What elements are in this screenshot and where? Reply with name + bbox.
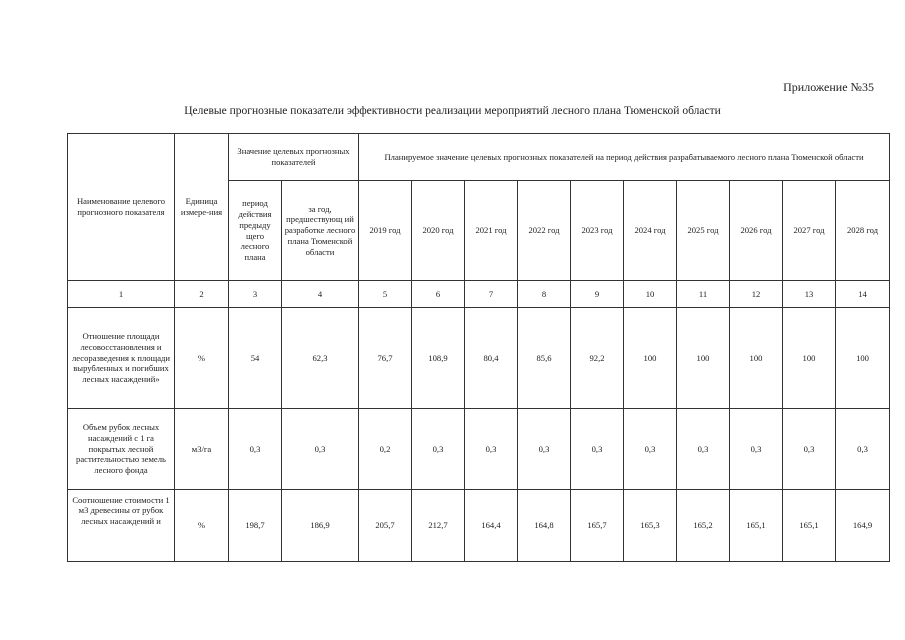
value-cell: 0,3	[836, 409, 890, 490]
value-cell: 0,3	[412, 409, 465, 490]
column-number: 10	[624, 281, 677, 308]
value-cell: 54	[229, 308, 282, 409]
value-cell: 164,9	[836, 490, 890, 562]
header-year: 2027 год	[783, 181, 836, 281]
value-cell: 0,3	[282, 409, 359, 490]
indicator-name-cell	[68, 490, 175, 562]
column-number: 4	[282, 281, 359, 308]
header-year: 2019 год	[359, 181, 412, 281]
column-number: 6	[412, 281, 465, 308]
value-cell: 164,4	[465, 490, 518, 562]
value-cell: 85,6	[518, 308, 571, 409]
header-planned-values: Планируемое значение целевых прогнозных показателей на период действия разрабатываемого лесного плана Тюменской области	[359, 134, 890, 181]
value-cell: 165,3	[624, 490, 677, 562]
indicator-name-text: Соотношение стоимости 1 м3 древесины от рубок лесных насаждений и	[72, 494, 170, 526]
value-cell: 212,7	[412, 490, 465, 562]
value-cell: 198,7	[229, 490, 282, 562]
value-cell: 164,8	[518, 490, 571, 562]
column-number: 1	[68, 281, 175, 308]
header-target-values: Значение целевых прогнозных показателей	[229, 134, 359, 181]
value-cell: 100	[624, 308, 677, 409]
column-number: 13	[783, 281, 836, 308]
value-cell: 0,3	[677, 409, 730, 490]
appendix-label: Приложение №35	[783, 80, 874, 94]
value-cell: 0,3	[465, 409, 518, 490]
value-cell: 100	[836, 308, 890, 409]
value-cell: 0,3	[783, 409, 836, 490]
table-row	[68, 308, 890, 409]
column-number: 5	[359, 281, 412, 308]
column-number: 14	[836, 281, 890, 308]
header-year: 2021 год	[465, 181, 518, 281]
header-previous-period: период действия предыду щего лесного плана	[229, 181, 282, 281]
header-year: 2025 год	[677, 181, 730, 281]
header-year: 2020 год	[412, 181, 465, 281]
column-number: 2	[175, 281, 229, 308]
header-year: 2023 год	[571, 181, 624, 281]
value-cell: 165,1	[730, 490, 783, 562]
header-unit: Единица измере-ния	[175, 134, 229, 281]
value-cell: 80,4	[465, 308, 518, 409]
value-cell: 0,3	[624, 409, 677, 490]
header-year: 2028 год	[836, 181, 890, 281]
column-number: 12	[730, 281, 783, 308]
unit-cell: %	[175, 490, 229, 562]
table-row	[68, 490, 890, 562]
value-cell: 100	[677, 308, 730, 409]
value-cell: 0,3	[518, 409, 571, 490]
header-prior-year: за год, предшествующ ий разработке лесного плана Тюменской области	[282, 181, 359, 281]
value-cell: 165,1	[783, 490, 836, 562]
value-cell: 100	[730, 308, 783, 409]
header-indicator-name: Наименование целевого прогнозного показателя	[68, 134, 175, 281]
value-cell: 186,9	[282, 490, 359, 562]
column-number: 8	[518, 281, 571, 308]
indicator-name-cell: Объем рубок лесных насаждений с 1 га покрытых лесной растительностью земель лесного фонда	[68, 409, 175, 490]
value-cell: 0,3	[229, 409, 282, 490]
value-cell: 92,2	[571, 308, 624, 409]
header-year: 2022 год	[518, 181, 571, 281]
indicators-table	[67, 133, 890, 562]
value-cell: 0,3	[730, 409, 783, 490]
header-row-1	[68, 134, 890, 181]
value-cell: 205,7	[359, 490, 412, 562]
column-number: 11	[677, 281, 730, 308]
unit-cell: %	[175, 308, 229, 409]
column-number-row	[68, 281, 890, 308]
value-cell: 100	[783, 308, 836, 409]
column-number: 7	[465, 281, 518, 308]
value-cell: 165,2	[677, 490, 730, 562]
column-number: 9	[571, 281, 624, 308]
value-cell: 62,3	[282, 308, 359, 409]
value-cell: 76,7	[359, 308, 412, 409]
value-cell: 0,2	[359, 409, 412, 490]
header-year: 2024 год	[624, 181, 677, 281]
unit-cell: м3/га	[175, 409, 229, 490]
indicator-name-cell: Отношение площади лесовосстановления и лесоразведения к площади вырубленных и погибших лесных насаждений»	[68, 308, 175, 409]
value-cell: 0,3	[571, 409, 624, 490]
value-cell: 108,9	[412, 308, 465, 409]
table-row	[68, 409, 890, 490]
column-number: 3	[229, 281, 282, 308]
header-year: 2026 год	[730, 181, 783, 281]
value-cell: 165,7	[571, 490, 624, 562]
document-title: Целевые прогнозные показатели эффективности реализации мероприятий лесного плана Тюменской области	[184, 105, 721, 117]
